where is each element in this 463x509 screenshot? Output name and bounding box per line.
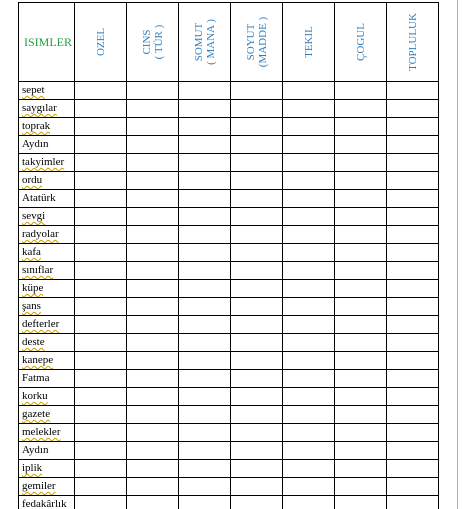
answer-cell-soyut[interactable] — [231, 226, 283, 244]
answer-cell-cins[interactable] — [127, 226, 179, 244]
answer-cell-cogul[interactable] — [335, 172, 387, 190]
answer-cell-cogul[interactable] — [335, 316, 387, 334]
answer-cell-tekil[interactable] — [283, 316, 335, 334]
word-text: radyolar — [22, 228, 59, 240]
word-cell — [19, 424, 75, 442]
header-label-tekil: TEKIL — [302, 26, 315, 58]
answer-cell-cogul[interactable] — [335, 100, 387, 118]
answer-cell-tekil[interactable] — [283, 370, 335, 388]
header-cell-cogul — [335, 3, 387, 82]
word-cell — [19, 496, 75, 509]
answer-cell-soyut[interactable] — [231, 424, 283, 442]
answer-cell-cogul[interactable] — [335, 388, 387, 406]
answer-cell-soyut[interactable] — [231, 352, 283, 370]
answer-cell-cogul[interactable] — [335, 406, 387, 424]
header-cell-ozel — [75, 3, 127, 82]
answer-cell-topluluk[interactable] — [387, 226, 439, 244]
answer-cell-topluluk[interactable] — [387, 316, 439, 334]
word-text: sınıflar — [22, 264, 54, 276]
answer-cell-soyut[interactable] — [231, 208, 283, 226]
word-cell — [19, 190, 75, 208]
answer-cell-somut[interactable] — [179, 424, 231, 442]
answer-cell-soyut[interactable] — [231, 370, 283, 388]
header-label-somut: SOMUT ( MANA ) — [192, 19, 217, 65]
answer-cell-somut[interactable] — [179, 226, 231, 244]
table-row — [19, 118, 439, 136]
answer-cell-cins[interactable] — [127, 190, 179, 208]
answer-cell-somut[interactable] — [179, 316, 231, 334]
answer-cell-cins[interactable] — [127, 154, 179, 172]
answer-cell-ozel[interactable] — [75, 406, 127, 424]
header-cell-cins — [127, 3, 179, 82]
header-label-cins: CINS ( TÜR ) — [140, 24, 165, 60]
word-text: ordu — [22, 174, 43, 186]
word-text: sepet — [22, 84, 45, 96]
answer-cell-ozel[interactable] — [75, 154, 127, 172]
answer-cell-topluluk[interactable] — [387, 82, 439, 100]
answer-cell-ozel[interactable] — [75, 478, 127, 496]
answer-cell-tekil[interactable] — [283, 82, 335, 100]
answer-cell-cins[interactable] — [127, 352, 179, 370]
answer-cell-somut[interactable] — [179, 172, 231, 190]
answer-cell-cins[interactable] — [127, 334, 179, 352]
answer-cell-somut[interactable] — [179, 208, 231, 226]
answer-cell-cins[interactable] — [127, 388, 179, 406]
answer-cell-cogul[interactable] — [335, 298, 387, 316]
answer-cell-cins[interactable] — [127, 172, 179, 190]
answer-cell-cogul[interactable] — [335, 262, 387, 280]
answer-cell-cogul[interactable] — [335, 334, 387, 352]
answer-cell-ozel[interactable] — [75, 460, 127, 478]
answer-cell-cins[interactable] — [127, 244, 179, 262]
nouns-classification-table — [18, 2, 439, 509]
answer-cell-tekil[interactable] — [283, 280, 335, 298]
answer-cell-cogul[interactable] — [335, 424, 387, 442]
answer-cell-soyut[interactable] — [231, 406, 283, 424]
table-row — [19, 136, 439, 154]
table-row — [19, 190, 439, 208]
word-text: Aydın — [22, 138, 49, 150]
header-label-soyut: SOYUT (MADDE ) — [244, 16, 269, 68]
answer-cell-somut[interactable] — [179, 334, 231, 352]
word-text: gazete — [22, 408, 51, 420]
answer-cell-cogul[interactable] — [335, 82, 387, 100]
answer-cell-tekil[interactable] — [283, 244, 335, 262]
answer-cell-tekil[interactable] — [283, 496, 335, 509]
answer-cell-cogul[interactable] — [335, 208, 387, 226]
word-text: defterler — [22, 318, 60, 330]
table-row — [19, 442, 439, 460]
answer-cell-tekil[interactable] — [283, 190, 335, 208]
answer-cell-ozel[interactable] — [75, 352, 127, 370]
answer-cell-somut[interactable] — [179, 298, 231, 316]
word-text: saygılar — [22, 102, 57, 114]
names-column-header: ISIMLER — [19, 3, 75, 82]
answer-cell-cins[interactable] — [127, 208, 179, 226]
answer-cell-somut[interactable] — [179, 262, 231, 280]
answer-cell-ozel[interactable] — [75, 172, 127, 190]
answer-cell-topluluk[interactable] — [387, 388, 439, 406]
answer-cell-ozel[interactable] — [75, 388, 127, 406]
answer-cell-topluluk[interactable] — [387, 352, 439, 370]
answer-cell-soyut[interactable] — [231, 244, 283, 262]
answer-cell-tekil[interactable] — [283, 424, 335, 442]
header-cell-soyut — [231, 3, 283, 82]
answer-cell-somut[interactable] — [179, 82, 231, 100]
answer-cell-tekil[interactable] — [283, 442, 335, 460]
answer-cell-topluluk[interactable] — [387, 424, 439, 442]
answer-cell-tekil[interactable] — [283, 136, 335, 154]
answer-cell-cins[interactable] — [127, 442, 179, 460]
answer-cell-topluluk[interactable] — [387, 118, 439, 136]
answer-cell-soyut[interactable] — [231, 316, 283, 334]
word-cell — [19, 478, 75, 496]
answer-cell-ozel[interactable] — [75, 244, 127, 262]
word-cell — [19, 118, 75, 136]
answer-cell-tekil[interactable] — [283, 334, 335, 352]
table-row — [19, 316, 439, 334]
word-cell — [19, 172, 75, 190]
word-text: kanepe — [22, 354, 54, 366]
answer-cell-topluluk[interactable] — [387, 100, 439, 118]
answer-cell-ozel[interactable] — [75, 82, 127, 100]
table-row — [19, 370, 439, 388]
answer-cell-cogul[interactable] — [335, 460, 387, 478]
word-cell — [19, 100, 75, 118]
answer-cell-cins[interactable] — [127, 478, 179, 496]
answer-cell-cogul[interactable] — [335, 352, 387, 370]
word-text: şans — [22, 300, 41, 312]
word-text: iplik — [22, 462, 43, 474]
header-row — [19, 3, 439, 82]
answer-cell-topluluk[interactable] — [387, 370, 439, 388]
answer-cell-soyut[interactable] — [231, 82, 283, 100]
answer-cell-ozel[interactable] — [75, 298, 127, 316]
header-cell-somut — [179, 3, 231, 82]
answer-cell-soyut[interactable] — [231, 298, 283, 316]
word-cell — [19, 82, 75, 100]
answer-cell-cogul[interactable] — [335, 190, 387, 208]
answer-cell-soyut[interactable] — [231, 136, 283, 154]
answer-cell-tekil[interactable] — [283, 460, 335, 478]
answer-cell-somut[interactable] — [179, 388, 231, 406]
word-cell — [19, 442, 75, 460]
answer-cell-ozel[interactable] — [75, 334, 127, 352]
word-cell — [19, 154, 75, 172]
answer-cell-topluluk[interactable] — [387, 442, 439, 460]
table-row — [19, 262, 439, 280]
answer-cell-tekil[interactable] — [283, 352, 335, 370]
answer-cell-ozel[interactable] — [75, 262, 127, 280]
answer-cell-cins[interactable] — [127, 298, 179, 316]
answer-cell-somut[interactable] — [179, 154, 231, 172]
answer-cell-ozel[interactable] — [75, 100, 127, 118]
answer-cell-cins[interactable] — [127, 82, 179, 100]
word-cell — [19, 316, 75, 334]
answer-cell-cins[interactable] — [127, 118, 179, 136]
answer-cell-ozel[interactable] — [75, 424, 127, 442]
header-label-cogul: ÇOGUL — [354, 23, 367, 61]
table-row — [19, 352, 439, 370]
answer-cell-cogul[interactable] — [335, 136, 387, 154]
header-cell-topluluk — [387, 3, 439, 82]
answer-cell-topluluk[interactable] — [387, 262, 439, 280]
answer-cell-soyut[interactable] — [231, 460, 283, 478]
answer-cell-cins[interactable] — [127, 406, 179, 424]
word-text: korku — [22, 390, 48, 402]
answer-cell-cins[interactable] — [127, 496, 179, 509]
table-row — [19, 226, 439, 244]
answer-cell-tekil[interactable] — [283, 298, 335, 316]
answer-cell-ozel[interactable] — [75, 136, 127, 154]
word-cell — [19, 298, 75, 316]
answer-cell-cogul[interactable] — [335, 226, 387, 244]
answer-cell-cogul[interactable] — [335, 370, 387, 388]
answer-cell-cogul[interactable] — [335, 118, 387, 136]
answer-cell-cins[interactable] — [127, 136, 179, 154]
answer-cell-topluluk[interactable] — [387, 298, 439, 316]
answer-cell-somut[interactable] — [179, 406, 231, 424]
answer-cell-somut[interactable] — [179, 442, 231, 460]
word-cell — [19, 208, 75, 226]
table-row — [19, 334, 439, 352]
answer-cell-soyut[interactable] — [231, 100, 283, 118]
answer-cell-somut[interactable] — [179, 478, 231, 496]
word-text: takyimler — [22, 156, 65, 168]
answer-cell-topluluk[interactable] — [387, 496, 439, 509]
answer-cell-topluluk[interactable] — [387, 136, 439, 154]
table-row — [19, 424, 439, 442]
answer-cell-topluluk[interactable] — [387, 154, 439, 172]
word-text: küpe — [22, 282, 44, 294]
answer-cell-somut[interactable] — [179, 280, 231, 298]
answer-cell-tekil[interactable] — [283, 226, 335, 244]
answer-cell-tekil[interactable] — [283, 262, 335, 280]
table-row — [19, 298, 439, 316]
table-row — [19, 280, 439, 298]
answer-cell-cins[interactable] — [127, 316, 179, 334]
table-row — [19, 208, 439, 226]
answer-cell-cogul[interactable] — [335, 442, 387, 460]
word-text: toprak — [22, 120, 51, 132]
answer-cell-soyut[interactable] — [231, 172, 283, 190]
word-cell — [19, 406, 75, 424]
answer-cell-soyut[interactable] — [231, 280, 283, 298]
table-row — [19, 154, 439, 172]
answer-cell-cogul[interactable] — [335, 154, 387, 172]
word-text: sevgi — [22, 210, 46, 222]
answer-cell-soyut[interactable] — [231, 388, 283, 406]
answer-cell-tekil[interactable] — [283, 478, 335, 496]
answer-cell-cogul[interactable] — [335, 280, 387, 298]
word-text: Fatma — [22, 372, 50, 384]
answer-cell-ozel[interactable] — [75, 496, 127, 509]
answer-cell-ozel[interactable] — [75, 370, 127, 388]
table-row — [19, 100, 439, 118]
answer-cell-tekil[interactable] — [283, 208, 335, 226]
table-row — [19, 406, 439, 424]
answer-cell-cins[interactable] — [127, 100, 179, 118]
answer-cell-tekil[interactable] — [283, 388, 335, 406]
answer-cell-topluluk[interactable] — [387, 172, 439, 190]
answer-cell-topluluk[interactable] — [387, 478, 439, 496]
answer-cell-ozel[interactable] — [75, 190, 127, 208]
answer-cell-ozel[interactable] — [75, 280, 127, 298]
word-text: melekler — [22, 426, 61, 438]
word-text: kafa — [22, 246, 41, 258]
word-text: Aydın — [22, 444, 49, 456]
answer-cell-tekil[interactable] — [283, 406, 335, 424]
word-cell — [19, 226, 75, 244]
word-cell — [19, 244, 75, 262]
answer-cell-soyut[interactable] — [231, 334, 283, 352]
answer-cell-somut[interactable] — [179, 460, 231, 478]
answer-cell-cins[interactable] — [127, 424, 179, 442]
answer-cell-tekil[interactable] — [283, 100, 335, 118]
word-cell — [19, 388, 75, 406]
answer-cell-somut[interactable] — [179, 190, 231, 208]
answer-cell-tekil[interactable] — [283, 172, 335, 190]
word-text: deste — [22, 336, 45, 348]
table-row — [19, 496, 439, 509]
answer-cell-cogul[interactable] — [335, 244, 387, 262]
header-label-topluluk: TOPLULUK — [406, 13, 419, 71]
answer-cell-ozel[interactable] — [75, 226, 127, 244]
answer-cell-topluluk[interactable] — [387, 280, 439, 298]
answer-cell-topluluk[interactable] — [387, 406, 439, 424]
answer-cell-cins[interactable] — [127, 460, 179, 478]
header-cell-tekil — [283, 3, 335, 82]
table-row — [19, 82, 439, 100]
answer-cell-soyut[interactable] — [231, 496, 283, 509]
word-cell — [19, 334, 75, 352]
answer-cell-cins[interactable] — [127, 280, 179, 298]
header-label-ozel: OZEL — [94, 27, 107, 57]
answer-cell-somut[interactable] — [179, 136, 231, 154]
table-row — [19, 388, 439, 406]
answer-cell-ozel[interactable] — [75, 316, 127, 334]
page-margin-line — [457, 0, 458, 509]
word-cell — [19, 352, 75, 370]
answer-cell-cins[interactable] — [127, 370, 179, 388]
answer-cell-somut[interactable] — [179, 370, 231, 388]
answer-cell-topluluk[interactable] — [387, 244, 439, 262]
word-cell — [19, 262, 75, 280]
answer-cell-topluluk[interactable] — [387, 460, 439, 478]
table-row — [19, 244, 439, 262]
table-row — [19, 172, 439, 190]
answer-cell-soyut[interactable] — [231, 190, 283, 208]
answer-cell-ozel[interactable] — [75, 118, 127, 136]
answer-cell-ozel[interactable] — [75, 442, 127, 460]
word-text: gemiler — [22, 480, 56, 492]
answer-cell-soyut[interactable] — [231, 262, 283, 280]
word-text: fedakârlık — [22, 498, 67, 509]
word-cell — [19, 370, 75, 388]
word-text: Atatürk — [22, 192, 56, 204]
answer-cell-somut[interactable] — [179, 352, 231, 370]
table-row — [19, 460, 439, 478]
answer-cell-ozel[interactable] — [75, 208, 127, 226]
answer-cell-soyut[interactable] — [231, 442, 283, 460]
answer-cell-cins[interactable] — [127, 262, 179, 280]
answer-cell-somut[interactable] — [179, 118, 231, 136]
answer-cell-cogul[interactable] — [335, 496, 387, 509]
answer-cell-somut[interactable] — [179, 244, 231, 262]
answer-cell-somut[interactable] — [179, 496, 231, 509]
answer-cell-somut[interactable] — [179, 100, 231, 118]
answer-cell-topluluk[interactable] — [387, 208, 439, 226]
table-row — [19, 478, 439, 496]
answer-cell-tekil[interactable] — [283, 154, 335, 172]
answer-cell-tekil[interactable] — [283, 118, 335, 136]
word-cell — [19, 136, 75, 154]
word-cell — [19, 460, 75, 478]
answer-cell-cogul[interactable] — [335, 478, 387, 496]
answer-cell-soyut[interactable] — [231, 478, 283, 496]
answer-cell-topluluk[interactable] — [387, 190, 439, 208]
answer-cell-soyut[interactable] — [231, 118, 283, 136]
answer-cell-topluluk[interactable] — [387, 334, 439, 352]
answer-cell-soyut[interactable] — [231, 154, 283, 172]
word-cell — [19, 280, 75, 298]
